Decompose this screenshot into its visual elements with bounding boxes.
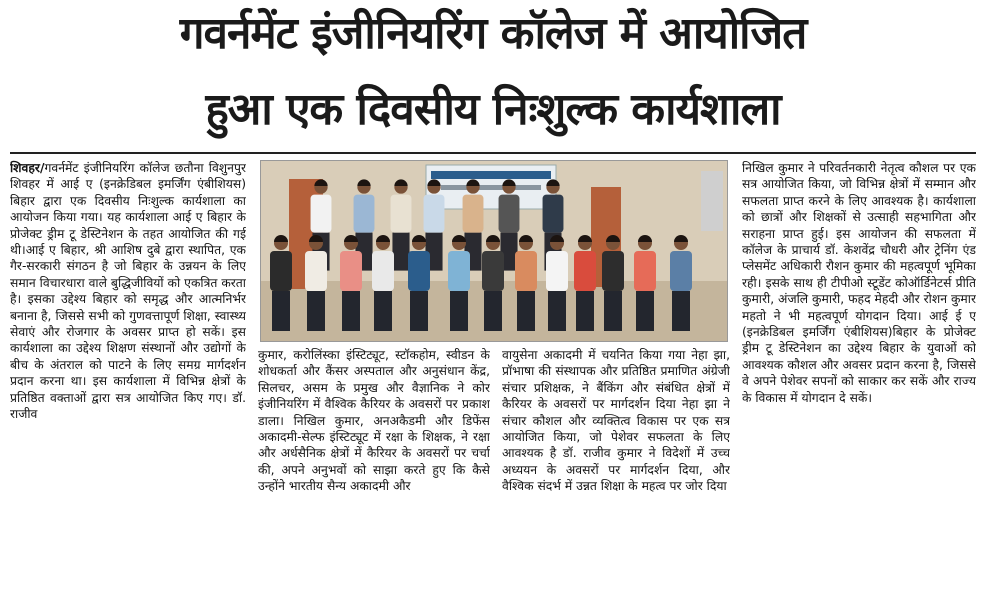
dateline: शिवहर/: [10, 161, 45, 175]
article-column-3: [502, 347, 730, 606]
article-column-1: [10, 160, 246, 606]
headline-line-1: गवर्नमेंट इंजीनियरिंग कॉलेज में आयोजित: [179, 8, 807, 59]
headline-divider: [10, 152, 976, 154]
article-column-2: [258, 347, 490, 606]
column-2-text: कुमार, करोलिंस्का इंस्टिट्यूट, स्टॉकहोम, स्वीडन के शोधकर्ता और कैंसर अस्पताल और अनुसंधान केंद्र, सिलचर, असम के प्रमुख और वैज्ञानिक ने कोर इंजीनियरिंग में वैश्विक कैरियर के अवसरों पर प्रकाश डाला। निखिल कुमार, अनअकैडमी और डिफेंस अकादमी-सेल्फ इंस्टिट्यूट में रक्षा के शिक्षक, ने रक्षा और अर्धसैनिक क्षेत्रों में कैरियर के अवसरों पर चर्चा की, अपने अनुभवों को साझा करते हुए कि कैसे उन्होंने भारतीय सैन्य अकादमी और: [258, 348, 490, 494]
article-column-4: [742, 160, 976, 606]
headline-line-2: हुआ एक दिवसीय निःशुल्क कार्यशाला: [205, 84, 781, 135]
column-3-text: वायुसेना अकादमी में चयनित किया गया नेहा झा, प्रॉभाषा की संस्थापक और प्रतिष्ठित प्रमाणित अंग्रेजी संचार प्रशिक्षक, ने बैंकिंग और संबंधित क्षेत्रों में कैरियर के अवसरों पर मार्गदर्शन दिया नेहा झा ने संचार कौशल और व्यक्तित्व विकास पर एक सत्र आयोजित किया, जो पेशेवर सफलता के लिए आवश्यक है डॉ. राजीव कुमार ने विदेशों में उच्च अध्ययन के अवसरों पर मार्गदर्शन दिया, और वैश्विक संदर्भ में उन्नत शिक्षा के महत्व पर जोर दिया: [502, 348, 730, 494]
column-4-text: निखिल कुमार ने परिवर्तनकारी नेतृत्व कौशल पर एक सत्र आयोजित किया, जो विभिन्न क्षेत्रों में सम्मान और सफलता प्राप्त करने के लिए आवश्यक है। कार्यशाला को छात्रों और शिक्षकों से उत्साही सहभागिता और सराहना प्राप्त हुई। इस आयोजन की सफलता में कॉलेज के प्राचार्य डॉ. केशवेंद्र चौधरी और ट्रेनिंग एंड प्लेसमेंट अधिकारी रौशन कुमार की महत्वपूर्ण भूमिका रही। इसके साथ ही टीपीओ स्टूडेंट कोऑर्डिनेटर्स प्रीति कुमारी, अंजलि कुमारी, फहद मेहदी और रोशन कुमार महतो ने भी महत्वपूर्ण योगदान दिया। आई ई ए (इनक्रेडिबल इमर्जिंग एंबीशियस)बिहार के प्रोजेक्ट ड्रीम टू डेस्टिनेशन का उद्देश्य बिहार के युवाओं को आवश्यक कौशल और अवसर प्रदान करना है, जिससे वे अपने पेशेवर सपनों को साकार कर सकें और राज्य के विकास में योगदान दे सकें।: [742, 161, 976, 405]
group-photo-illustration: [261, 161, 727, 341]
column-1-text: गवर्नमेंट इंजीनियरिंग कॉलेज छतौना विशुनपुर शिवहर में आई ए (इनक्रेडिबल इमर्जिंग एंबीशियस) बिहार द्वारा एक दिवसीय निःशुल्क कार्यशाला का आयोजन किया गया। यह कार्यशाला आई ए बिहार के प्रोजेक्ट ड्रीम टू डेस्टिनेशन के तहत आयोजित की गई थी।आई ए बिहार, श्री आशिष दुबे द्वारा स्थापित, एक गैर-सरकारी संगठन है जो बिहार के उन्नयन के लिए समान विचारधारा वाले बुद्धिजीवियों को एकत्रित करता है। इसका उद्देश्य बिहार को समृद्ध और आत्मनिर्भर बनाना है, जिससे सभी को गुणवत्तापूर्ण शिक्षा, स्वास्थ्य सेवाएं और रोजगार के अवसर प्राप्त हो सकें। इस कार्यशाला का उद्देश्य शिक्षण संस्थानों और उद्योगों के बीच के अंतराल को पाटने के लिए समग्र मार्गदर्शन प्रदान करना था। इस कार्यशाला में विभिन्न क्षेत्रों के प्रतिष्ठित वक्ताओं द्वारा सत्र आयोजित किए गए। डॉ. राजीव: [10, 161, 246, 422]
group-photo: [260, 160, 728, 342]
